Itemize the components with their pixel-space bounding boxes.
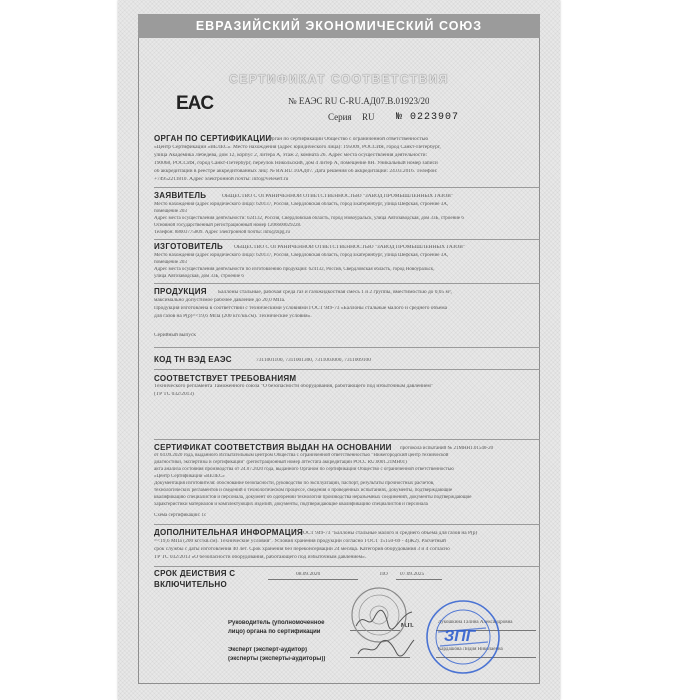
applicant-heading: ЗАЯВИТЕЛЬ	[154, 192, 207, 200]
underline	[396, 579, 442, 580]
basis-line: Документация изготовителя: обоснование безопасности, руководство по эксплуатации, паспорт, результаты прочностных расчетов,	[154, 481, 435, 486]
requirements-line: Технического регламента Таможенного союза "О безопасности оборудования, работающего под избыточным давлением"	[154, 384, 433, 389]
applicant-line: Телефон: 88003775809. Адрес электронной почты: info@zipg.ru	[154, 230, 290, 235]
validity-heading-inclusive: ВКЛЮЧИТЕЛЬНО	[154, 581, 227, 589]
organ-line: об аккредитации в реестре аккредитованных лиц: № RA.RU.10АД07. Дата решения об аккредитации: 24.03.2016. Телефон:	[154, 169, 438, 174]
tnved-heading: КОД ТН ВЭД ЕАЭС	[154, 356, 232, 364]
product-line: максимально допустимое рабочее давление до 20,0 МПа.	[154, 298, 286, 303]
product-line: Продукция изготовлена в соответствии с техническими условиями ГОСТ 949-73 «Баллоны стальные малого и среднего объема	[154, 306, 448, 311]
applicant-line: Место нахождения (адрес юридического лица): 620137, Россия, Свердловская область, город Екатеринбург, улица Шефская, строение 3А,	[154, 202, 449, 207]
organ-line: +74952211810. Адрес электронной почты: info@velesert.ru	[154, 177, 289, 182]
basis-protocol: протокола испытаний № 21МНН1.01540-20	[400, 446, 494, 451]
expert-signature-label: Эксперт (эксперт-аудитор)	[228, 647, 307, 653]
certificate-sheet	[118, 0, 560, 700]
applicant-line: Адрес места осуществления деятельности: 624132, Россия, Свердловская область, город Новоуральск, улица Автозаводская, дом 33Б, строение 6	[154, 216, 464, 221]
applicant-name: ОБЩЕСТВО С ОГРАНИЧЕННОЙ ОТВЕТСТВЕННОСТЬЮ "ЗАВОД ПРОМЫШЛЕННЫХ ГАЗОВ"	[222, 194, 454, 199]
divider	[154, 439, 540, 440]
organ-line: улица Академика Лебедева, дом 12, корпус 2, литера А, этаж 2, комната 26. Адрес места осуществления деятельности:	[154, 153, 428, 158]
divider	[154, 369, 540, 370]
additional-line: ТР ТС 032/2013 «О безопасности оборудования, работающего под избыточным давлением».	[154, 555, 367, 560]
expert-signature-label-2: (эксперты (эксперты-аудиторы))	[228, 656, 326, 662]
basis-line: «Центр Сертификации «ВЕЛЕС»	[154, 474, 225, 479]
valid-to-date: 07.09.2025	[400, 572, 425, 577]
product-heading: ПРОДУКЦИЯ	[154, 288, 207, 296]
basis-line: квалификацию специалистов и персонала, документ об одобрении технологии производства неразъемных соединений, документы подтверждающие	[154, 495, 472, 500]
basis-line: диагностики, экспертизы и сертификации" (регистрационный номер аттестата аккредитации РОСС RU.0001.21МН01)	[154, 460, 407, 465]
divider	[154, 239, 540, 240]
basis-line: характеристики материалов и комплектующих изделий, документы, подтверждающие квалификацию специалистов и персонала	[154, 502, 428, 507]
basis-line: от 04.09.2020 года, выданного Испытательным центром Общества с ограниченной ответственностью "Нижегородский центр технической	[154, 453, 449, 458]
organ-line: 190068, РОССИЯ, город Санкт-Петербург, переулок Никольский, дом 4 литер А, помещение 8Н. Уникальный номер записи	[154, 161, 438, 166]
mp-label: М.П.	[401, 623, 414, 629]
manufacturer-line: Место нахождения (адрес юридического лица): 620137, Россия, Свердловская область, город Екатеринбург, улица Шефская, строение 3А,	[154, 253, 449, 258]
product-description: Баллоны стальные, рабочая среда газ и газожидкостная смесь 1 и 2 группы, вместимостью до 0,05 м³,	[218, 290, 452, 295]
underline	[268, 579, 358, 580]
series-value: RU	[362, 113, 375, 122]
additional-line: =<19,6 МПа (200 кгс/кв.см). Технические условия". Условия хранения продукции согласно ГОСТ 15150-69 - 4(Ж2). Расчетный	[154, 539, 446, 544]
head-signature-label: Руководитель (уполномоченное	[228, 620, 325, 626]
expert-name: Кардашова Лидия Николаевна	[438, 647, 503, 652]
divider	[154, 566, 540, 567]
organ-heading: ОРГАН ПО СЕРТИФИКАЦИИ	[154, 135, 272, 143]
head-signature-label-2: лицо) органа по сертификации	[228, 629, 321, 635]
manufacturer-line: помещение 203	[154, 260, 187, 265]
divider	[154, 187, 540, 188]
valid-from-date: 08.09.2020	[296, 572, 321, 577]
certification-scheme: Схема сертификации: 1с	[154, 513, 207, 518]
union-banner: ЕВРАЗИЙСКИЙ ЭКОНОМИЧЕСКИЙ СОЮЗ	[138, 14, 540, 38]
additional-heading: ДОПОЛНИТЕЛЬНАЯ ИНФОРМАЦИЯ	[154, 529, 304, 537]
requirements-line: (ТР ТС 032/2013)	[154, 392, 194, 397]
valid-to-label: ПО	[380, 572, 388, 577]
series-label: Серия	[328, 113, 352, 122]
manufacturer-name: ОБЩЕСТВО С ОГРАНИЧЕННОЙ ОТВЕТСТВЕННОСТЬЮ "ЗАВОД ПРОМЫШЛЕННЫХ ГАЗОВ"	[234, 245, 466, 250]
head-name: Лукошкина Галина Александровна	[438, 620, 513, 625]
divider	[154, 283, 540, 284]
tnved-codes: 7311001100, 7311001300, 7311003000, 7311009100	[256, 358, 371, 363]
eac-logo: EAC	[176, 93, 214, 114]
serial-release: Серийный выпуск	[154, 333, 197, 338]
organ-line: «Центр Сертификации «ВЕЛЕС». Место нахождения (адрес юридического лица): 195009, РОССИЯ, город Санкт-Петербург,	[154, 145, 441, 150]
additional-first: ГОСТ 949-73 "Баллоны стальные малого и среднего объема для газов на P(p)	[300, 531, 478, 536]
applicant-line: помещение 203	[154, 209, 187, 214]
requirements-heading: СООТВЕТСТВУЕТ ТРЕБОВАНИЯМ	[154, 375, 297, 383]
divider	[154, 524, 540, 525]
product-line: для газов на P(p)=<19,6 МПа (200 кгс/кв.см). Технические условия».	[154, 314, 312, 319]
certificate-number: № ЕАЭС RU C-RU.АД07.В.01923/20	[288, 97, 430, 106]
organ-line: Орган по сертификации Общество с ограниченной ответственностью	[268, 137, 429, 142]
divider	[154, 347, 540, 348]
expert-signature-icon	[356, 636, 416, 660]
serial-number: № 0223907	[396, 112, 460, 123]
basis-heading: СЕРТИФИКАТ СООТВЕТСТВИЯ ВЫДАН НА ОСНОВАНИИ	[154, 444, 392, 452]
certificate-title: СЕРТИФИКАТ СООТВЕТСТВИЯ	[229, 72, 449, 86]
company-stamp-text: ЗПГ	[444, 628, 476, 645]
validity-heading: СРОК ДЕЙСТВИЯ С	[154, 570, 236, 578]
basis-line: технологических регламентов и сведений о технологическом процессе, сведения о проведенных испытаниях, документы, подтверждающие	[154, 488, 453, 493]
basis-line: акта анализа состояния производства от 24.07.2020 года, выданного Органом по сертификации Общество с ограниченной ответственностью	[154, 467, 454, 472]
manufacturer-line: Адрес места осуществления деятельности по изготовлению продукции: 624132, Россия, Свердловская область, город Новоуральск,	[154, 267, 435, 272]
manufacturer-heading: ИЗГОТОВИТЕЛЬ	[154, 243, 224, 251]
head-signature-icon	[354, 606, 414, 632]
manufacturer-line: улица Автозаводская, дом 33Б, строение 6	[154, 274, 244, 279]
additional-line: срок службы с даты изготовления 40 лет. Срок хранения без переконсервации 24 месяца. Категория оборудования 3 и 4 согласно	[154, 547, 450, 552]
applicant-line: Основной государственный регистрационный номер 1206600029228.	[154, 223, 302, 228]
